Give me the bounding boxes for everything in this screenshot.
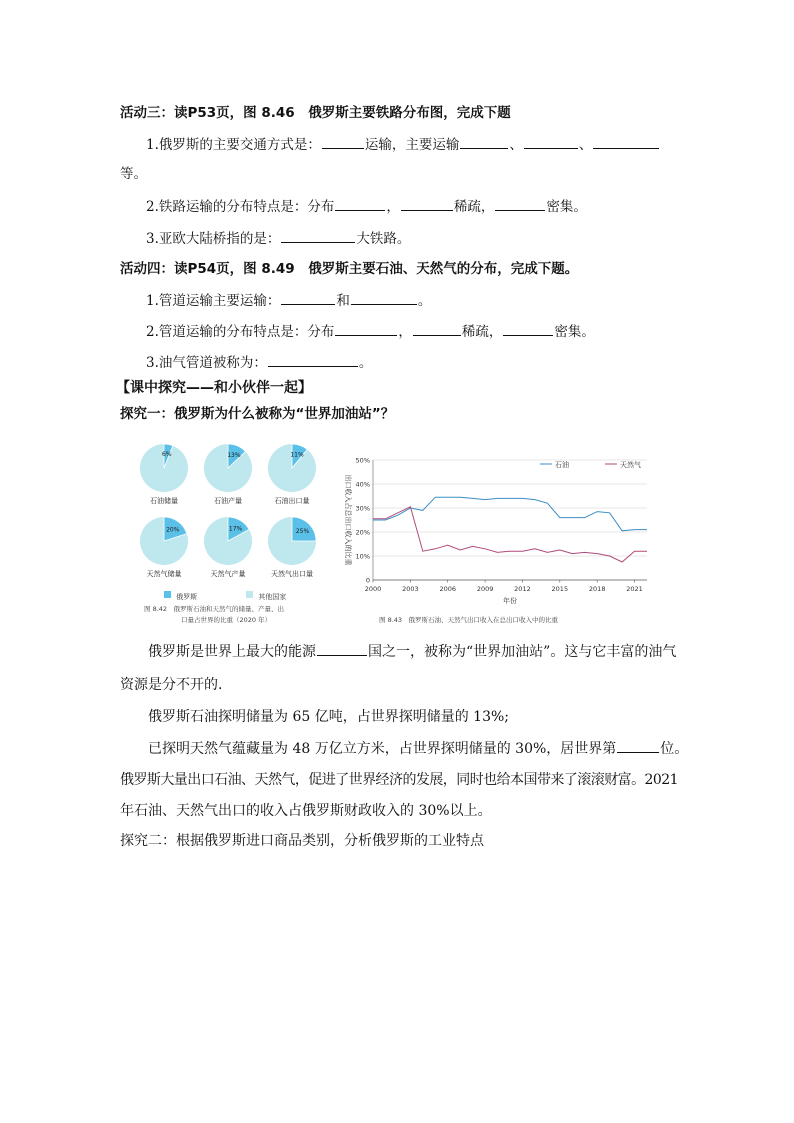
series-line-oil — [373, 497, 647, 531]
pie-grid — [130, 438, 330, 588]
x-tick-label: 2009 — [476, 585, 494, 593]
activity4-question-1 — [146, 290, 431, 311]
paragraph-3-line3: 年石油、天然气出口的收入占俄罗斯财政收入的 30%以上。 — [120, 803, 492, 819]
y-axis-label: 出口收入占总出口收入的比重 — [344, 474, 352, 566]
x-tick-label: 2000 — [364, 585, 382, 593]
answer-blank[interactable] — [335, 196, 385, 211]
pie-2-title: 石油产量 — [214, 497, 242, 505]
answer-blank[interactable] — [495, 196, 545, 211]
explore2-title: 探究二：根据俄罗斯进口商品类别，分析俄罗斯的工业特点 — [120, 833, 484, 849]
q-text: 稀疏， — [461, 324, 503, 340]
activity3-question-1 — [146, 134, 660, 155]
q-text: 和 — [336, 293, 350, 309]
q-text: 密集。 — [554, 324, 595, 340]
x-tick-label: 2003 — [402, 585, 419, 593]
y-tick-label: 10% — [355, 552, 370, 561]
pie-1-percent-label: 6% — [162, 450, 172, 458]
pie-3-percent-label: 11% — [290, 451, 304, 459]
answer-blank[interactable] — [335, 321, 397, 336]
answer-blank[interactable] — [322, 134, 364, 149]
x-tick-label: 2015 — [551, 585, 569, 593]
answer-blank[interactable] — [281, 228, 355, 243]
paragraph-1-line1 — [148, 641, 676, 663]
p-text: 位。 — [660, 741, 689, 757]
line-caption: 图 8.43 俄罗斯石油、天然气出口收入在总出口收入中的比重 — [379, 616, 559, 624]
explore1-title: 探究一：俄罗斯为什么被称为“世界加油站”？ — [120, 406, 395, 422]
answer-blank[interactable] — [593, 134, 659, 149]
p-text: 俄罗斯是世界上最大的能源 — [148, 644, 316, 660]
pie-6-percent-label: 25% — [295, 527, 310, 535]
pie-6-title: 天然气出口量 — [271, 570, 313, 578]
paragraph-2: 俄罗斯石油探明储量为 65 亿吨，占世界探明储量的 13%; — [148, 709, 509, 725]
activity3-title: 活动三：读P53页，图 8.46 俄罗斯主要铁路分布图，完成下题 — [120, 105, 511, 121]
x-axis-label: 年份 — [503, 597, 517, 605]
activity4-question-2 — [146, 321, 595, 342]
q-text: 、 — [509, 137, 523, 153]
paragraph-1-line2: 资源是分不开的. — [120, 677, 223, 693]
x-tick-label: 2012 — [514, 585, 531, 593]
pie-4-percent-label: 20% — [166, 526, 180, 534]
answer-blank[interactable] — [401, 196, 453, 211]
q-text: 。 — [358, 355, 373, 371]
answer-blank[interactable] — [317, 641, 367, 656]
pie-figure — [130, 438, 330, 628]
q-text: 。 — [417, 293, 432, 309]
legend-swatch-others — [246, 591, 253, 598]
pie-3-title: 石油出口量 — [274, 497, 310, 505]
q-text: ， — [398, 324, 412, 340]
p-text: 已探明天然气蕴藏量为 48 万亿立方米，占世界探明储量的 30%，居世界第 — [148, 741, 617, 757]
legend-swatch-russia — [164, 591, 171, 598]
legend-russia: 俄罗斯 — [176, 593, 198, 601]
paragraph-3-line2: 俄罗斯大量出口石油、天然气，促进了世界经济的发展，同时也给本国带来了滚滚财富。2021 — [120, 772, 678, 788]
answer-blank[interactable] — [524, 134, 578, 149]
q-text: ， — [386, 199, 400, 215]
y-tick-label: 20% — [355, 528, 370, 537]
pie-5-title: 天然气产量 — [210, 570, 246, 578]
answer-blank[interactable] — [268, 352, 358, 367]
q-text: 密集。 — [546, 199, 587, 215]
pie-5-percent-label: 17% — [228, 525, 243, 533]
answer-blank[interactable] — [503, 321, 553, 336]
activity4-title: 活动四：读P54页，图 8.49 俄罗斯主要石油、天然气的分布，完成下题。 — [120, 261, 579, 277]
line-chart — [335, 452, 655, 612]
line-figure — [335, 452, 655, 630]
q-text: 、 — [578, 137, 593, 153]
answer-blank[interactable] — [617, 738, 659, 753]
q-text: 2.管道运输的分布特点是：分布 — [146, 324, 335, 340]
y-tick-label: 50% — [355, 456, 370, 465]
q-text: 3.亚欧大陆桥指的是： — [146, 231, 281, 247]
pie-caption-line2: 口量占世界的比重（2020 年） — [181, 616, 272, 624]
q-text: 2.铁路运输的分布特点是：分布 — [146, 199, 335, 215]
p-text: 国之一，被称为“世界加油站”。这与它丰富的油气 — [368, 644, 677, 660]
y-tick-label: 0 — [365, 576, 370, 585]
answer-blank[interactable] — [460, 134, 508, 149]
pie-legend — [164, 584, 286, 603]
paragraph-3-line1 — [148, 738, 688, 760]
x-tick-label: 2018 — [588, 585, 606, 593]
activity3-question-1-end: 等。 — [120, 166, 147, 182]
y-tick-label: 30% — [355, 504, 370, 513]
pie-4-title: 天然气储量 — [146, 570, 182, 578]
legend-others: 其他国家 — [258, 593, 287, 601]
q-text: 3.油气管道被称为： — [146, 355, 267, 371]
q-text: 1.管道运输主要运输： — [146, 293, 281, 309]
pie-1-title: 石油储量 — [150, 497, 178, 505]
series-line-gas — [373, 507, 647, 562]
x-tick-label: 2021 — [626, 585, 643, 593]
answer-blank[interactable] — [281, 290, 335, 305]
activity4-question-3 — [146, 352, 372, 373]
legend-label-oil: 石油 — [555, 461, 569, 469]
section-heading: 【课中探究——和小伙伴一起】 — [116, 380, 312, 396]
pie-2-percent-label: 13% — [227, 451, 241, 459]
q-text: 运输，主要运输 — [364, 137, 460, 153]
activity3-question-2 — [146, 196, 587, 217]
q-text: 稀疏， — [453, 199, 495, 215]
q-text: 1.俄罗斯的主要交通方式是： — [146, 137, 321, 153]
q-text: 大铁路。 — [356, 231, 411, 247]
y-tick-label: 40% — [355, 480, 370, 489]
pie-caption-line1: 图 8.42 俄罗斯石油和天然气的储量、产量、出 — [144, 605, 285, 613]
legend-label-gas: 天然气 — [620, 461, 641, 469]
answer-blank[interactable] — [413, 321, 461, 336]
x-tick-label: 2006 — [439, 585, 457, 593]
answer-blank[interactable] — [351, 290, 417, 305]
activity3-question-3 — [146, 228, 410, 249]
